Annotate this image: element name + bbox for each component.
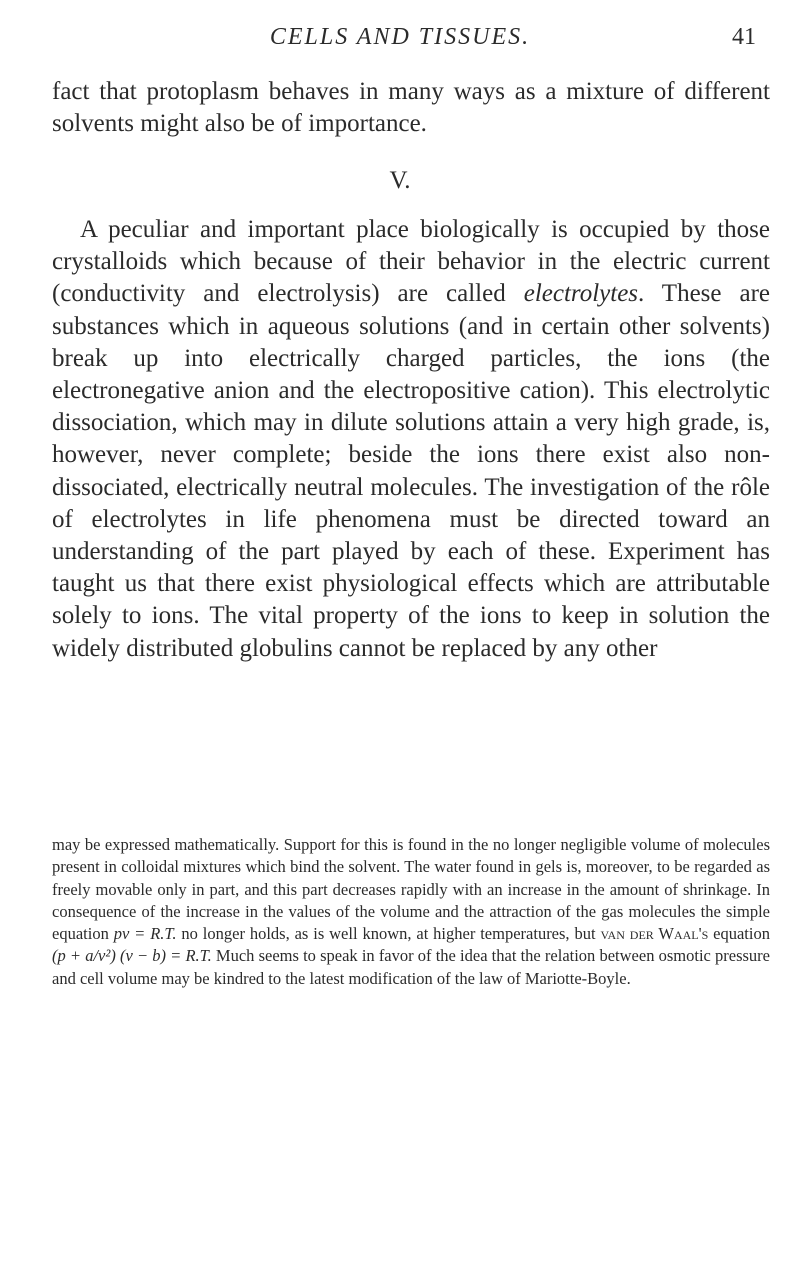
footnote-text-d: Much seems to speak in favor of the idea that the relation between osmotic pressure and cell volume may be kindred to the latest modification of the law of Mariotte-Boyle.: [52, 946, 770, 988]
paragraph-electrolytes: [52, 214, 770, 665]
equation-van-der-waals: (p + a/v²) (v − b) = R.T.: [52, 946, 212, 966]
equation-ideal-gas: pv = R.T.: [113, 924, 177, 944]
footnote-text-b: no longer holds, as is well known, at higher temperatures, but: [176, 924, 601, 944]
paragraph-text-a: A peculiar and important place biologically is occupied by those crystalloids which because of their behavior in the electric current (conductivity and electrolysis) are called: [52, 216, 770, 308]
page-header: [0, 20, 800, 60]
section-heading: V.: [389, 167, 411, 194]
footnote-text-a: may be expressed mathematically. Support for this is found in the no longer negligible volume of molecules present in colloidal mixtures which bind the solvent. The water found in gels is, moreover, to be regarded as freely movable only in part, and this part decreases rapidly with an increase in the amount of shrinkage. In consequence of the increase in the values of the volume and the attraction of the gas molecules the simple equation: [52, 835, 770, 944]
author-name: van der Waal's: [600, 924, 709, 944]
italic-term-electrolytes: electrolytes: [523, 280, 639, 308]
page-number: 41: [732, 24, 756, 50]
running-title: CELLS AND TISSUES.: [269, 24, 531, 50]
paragraph-text-b: . These are substances which in aqueous solutions (and in certain other solvents) break up into electrically charged particles, the ions (the electronegative anion and the electropositive cation). This electrolytic dissociation, which may in dilute solutions attain a very high grade, is, however, never complete; beside the ions there exist also non-dissociated, electrically neutral molecules. The investigation of the rôle of electrolytes in life phenomena must be directed toward an understanding of the part played by each of these. Experiment has taught us that there exist physiological effects which are attributable solely to ions. The vital property of the ions to keep in solution the widely distributed globulins cannot be replaced by any other: [52, 280, 770, 662]
paragraph-continued: fact that protoplasm behaves in many ways as a mixture of different solvents might also be of importance.: [52, 78, 770, 138]
footnote-text-c: equation: [708, 924, 770, 944]
footnote: [52, 834, 770, 990]
